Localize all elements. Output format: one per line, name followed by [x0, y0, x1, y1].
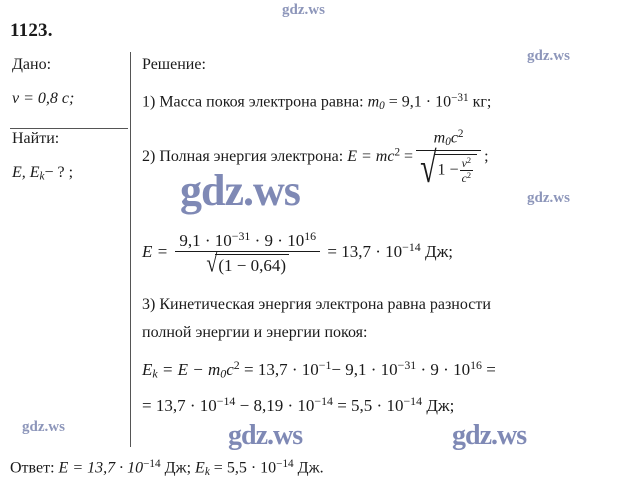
vertical-divider [130, 52, 131, 447]
find-E-label: E, E [12, 164, 40, 181]
step2-inner-num [460, 156, 474, 171]
eqEk2-lhs-exp: −14 [216, 394, 236, 408]
radical-icon: √ [420, 144, 437, 193]
eqEk1-mid-exp: 2 [233, 358, 240, 372]
step2-inner-num-exp: 2 [466, 155, 472, 165]
step1-m0-symbol: m [367, 93, 380, 111]
eqE-rhs-exp: −14 [402, 240, 421, 255]
page-title: 1123. [10, 20, 53, 41]
eqE-num-exp2: 16 [304, 229, 317, 243]
given-label: Дано: [12, 56, 52, 73]
eqE-rhs: = 13,7 · 10 [327, 242, 403, 262]
answer-label: Ответ: [10, 459, 59, 477]
radical-icon: √ [206, 250, 218, 279]
step2-equals: = [400, 148, 414, 166]
eqEk1-val1: = 13,7 · 10 [239, 359, 319, 379]
watermark-top: gdz.ws [282, 2, 325, 18]
eqE-numerator [175, 230, 320, 252]
eqEk1-minus: − 9,1 · 10 [331, 359, 398, 379]
watermark-left-bottom: gdz.ws [22, 419, 65, 435]
given-item-velocity [12, 90, 128, 108]
eqEk2-mid-exp: −14 [314, 394, 333, 408]
eqE-units: Дж; [420, 242, 454, 262]
answer-E-unit: Дж; [160, 459, 196, 477]
eqE-sqrt-body: (1 − 0,64) [215, 254, 289, 276]
step1-equals-value: = 9,1 · 10 [384, 93, 452, 111]
eqEk1-val2-exp: −31 [397, 358, 417, 372]
eqEk2-units: Дж; [422, 395, 455, 415]
eqE-sqrt [206, 250, 289, 279]
step2-sqrt [420, 144, 477, 193]
eqEk1-mid-sub: 0 [220, 366, 227, 381]
eqEk2-rhs-exp: −14 [403, 394, 423, 408]
find-label: Найти: [12, 130, 60, 147]
solution-step-1 [142, 90, 622, 114]
answer-Ek-label: E [195, 459, 205, 477]
step2-num-m: m [433, 129, 446, 147]
eqEk2-mid: − 8,19 · 10 [235, 395, 315, 415]
eqEk2-rhs: = 5,5 · 10 [332, 395, 404, 415]
watermark-right-upper: gdz.ws [527, 48, 570, 64]
eqE-denominator [175, 250, 320, 279]
equation-kinetic-energy-line1 [142, 358, 496, 382]
step2-inner-den [460, 171, 474, 185]
answer-E-value: E = 13,7 · 10 [58, 459, 144, 477]
step2-num-c: c [450, 129, 458, 147]
solution-step-3-line2: полной энергии и энергии покоя: [142, 324, 368, 341]
step2-num-c-exp: 2 [457, 128, 464, 141]
solution-title: Решение: [142, 56, 206, 73]
step2-sqrt-prefix: 1 − [437, 161, 459, 179]
step2-fraction-denominator [416, 144, 481, 193]
find-question: − ? ; [44, 164, 74, 181]
step1-units: кг; [468, 93, 492, 111]
eqEk1-lhs-sub: k [152, 366, 158, 381]
answer-Ek-value: = 5,5 · 10 [209, 459, 277, 477]
step2-sqrt-body [435, 154, 478, 186]
step2-num-m-sub: 0 [445, 136, 451, 149]
step2-tail: ; [484, 148, 489, 166]
answer-Ek-sub: k [204, 466, 210, 479]
eqEk1-lhs: E [142, 359, 153, 379]
step2-inner-den-exp: 2 [466, 170, 472, 180]
step2-inner-den-c: c [461, 171, 467, 186]
eqE-fraction [175, 229, 320, 279]
watermark-center: gdz.ws [180, 166, 300, 215]
solution-step-3-line1: 3) Кинетическая энергия электрона равна разности [142, 296, 491, 313]
eqEk1-val1-exp: −1 [318, 358, 332, 372]
eqE-lhs: E = [142, 242, 169, 262]
given-velocity-value: v = 0,8 c; [12, 90, 75, 107]
eqE-num-part2: · 9 · 10 [250, 230, 305, 250]
step2-fraction [416, 128, 481, 193]
eqEk1-mid: = E − m [157, 359, 221, 379]
answer-Ek-unit: Дж. [293, 459, 324, 477]
eqEk1-mid-c: c [226, 359, 234, 379]
step1-text: 1) Масса покоя электрона равна: [142, 93, 368, 111]
watermark-right-middle: gdz.ws [527, 190, 570, 206]
answer-E-exp: −14 [143, 458, 161, 470]
watermark-center-bottom: gdz.ws [228, 420, 303, 451]
eqEk1-tail: = [481, 359, 496, 379]
find-Ek-subscript: k [39, 170, 45, 183]
step2-inner-num-v: v [461, 155, 467, 170]
equation-total-energy [142, 229, 454, 279]
eqEk1-val3: · 9 · 10 [416, 359, 471, 379]
eqEk2-lhs: = 13,7 · 10 [142, 395, 217, 415]
step2-c-exponent: 2 [394, 146, 401, 159]
watermark-right-bottom: gdz.ws [452, 420, 527, 451]
given-data-column [12, 56, 128, 196]
step2-inner-fraction [460, 156, 474, 186]
answer-line [10, 458, 324, 478]
equation-kinetic-energy-line2 [142, 394, 454, 416]
eqEk1-val3-exp: 16 [470, 358, 482, 372]
eqE-num-part1: 9,1 · 10 [179, 230, 232, 250]
answer-Ek-exp: −14 [276, 458, 294, 470]
step1-exponent: −31 [451, 92, 469, 104]
step2-formula-lead: E = mc [347, 148, 395, 166]
find-item [12, 164, 128, 182]
step1-m0-subscript: 0 [379, 100, 385, 113]
step2-text: 2) Полная энергия электрона: [142, 148, 348, 166]
eqE-num-exp1: −31 [231, 229, 251, 243]
